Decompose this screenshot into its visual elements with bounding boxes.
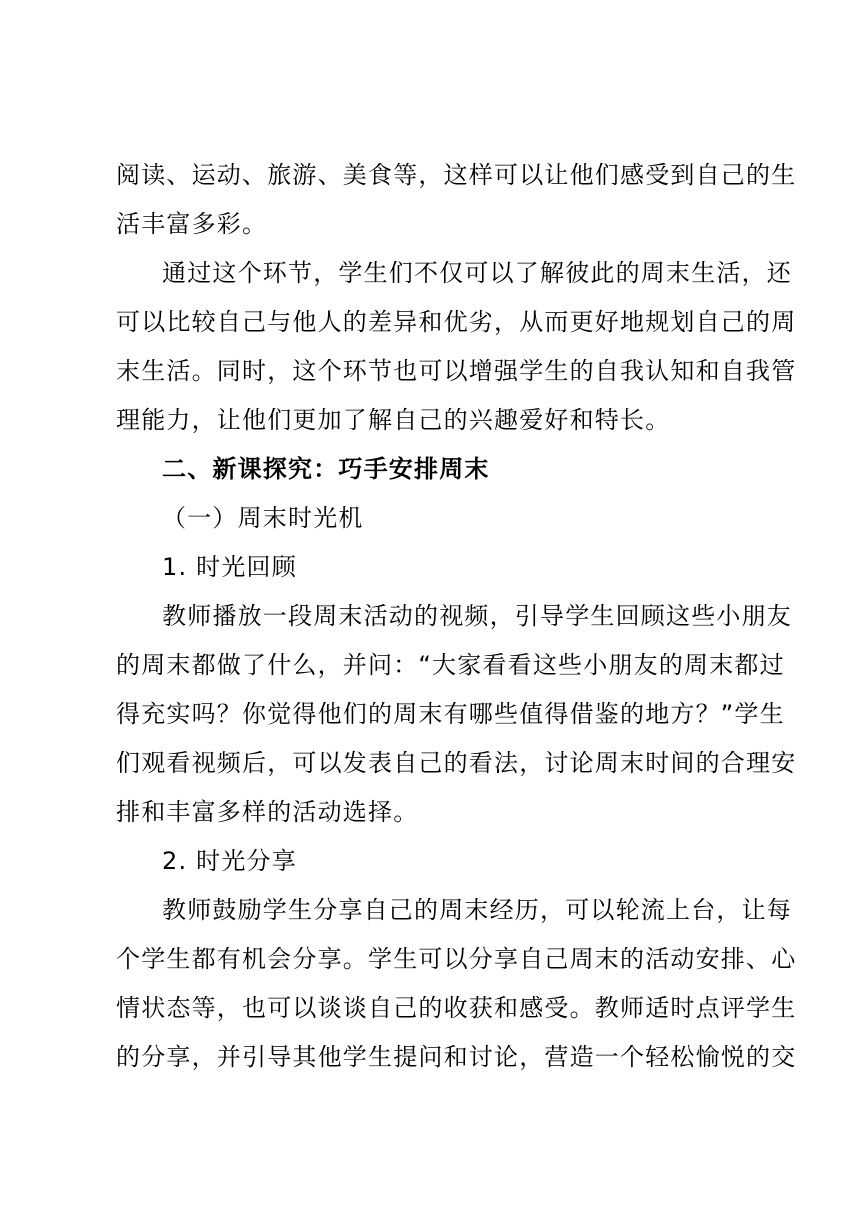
paragraph-line: 个学生都有机会分享。学生可以分享自己周末的活动安排、心 (116, 945, 797, 973)
item-heading: 1. 时光回顾 (162, 553, 297, 581)
section-heading: 二、新课探究：巧手安排周末 (162, 455, 490, 483)
paragraph-line: 的分享，并引导其他学生提问和讨论，营造一个轻松愉悦的交 (116, 1043, 797, 1071)
paragraph-line: 得充实吗？你觉得他们的周末有哪些值得借鉴的地方？”学生 (116, 700, 785, 728)
paragraph-line: 通过这个环节，学生们不仅可以了解彼此的周末生活，还 (162, 259, 792, 287)
subsection-heading: （一）周末时光机 (162, 504, 364, 532)
paragraph-line: 们观看视频后，可以发表自己的看法，讨论周末时间的合理安 (116, 749, 797, 777)
paragraph-line: 教师鼓励学生分享自己的周末经历，可以轮流上台，让每 (162, 896, 792, 924)
paragraph-line: 理能力，让他们更加了解自己的兴趣爱好和特长。 (116, 406, 671, 434)
paragraph-line: 的周末都做了什么，并问：“大家看看这些小朋友的周末都过 (116, 651, 785, 679)
paragraph-line: 情状态等，也可以谈谈自己的收获和感受。教师适时点评学生 (116, 994, 797, 1022)
paragraph-line: 教师播放一段周末活动的视频，引导学生回顾这些小朋友 (162, 602, 792, 630)
paragraph-line: 活丰富多彩。 (116, 210, 268, 238)
paragraph-line: 排和丰富多样的活动选择。 (116, 798, 419, 826)
item-heading: 2. 时光分享 (162, 847, 297, 875)
paragraph-line: 可以比较自己与他人的差异和优劣，从而更好地规划自己的周 (116, 308, 797, 336)
paragraph-line: 末生活。同时，这个环节也可以增强学生的自我认知和自我管 (116, 357, 797, 385)
paragraph-line: 阅读、运动、旅游、美食等，这样可以让他们感受到自己的生 (116, 161, 797, 189)
